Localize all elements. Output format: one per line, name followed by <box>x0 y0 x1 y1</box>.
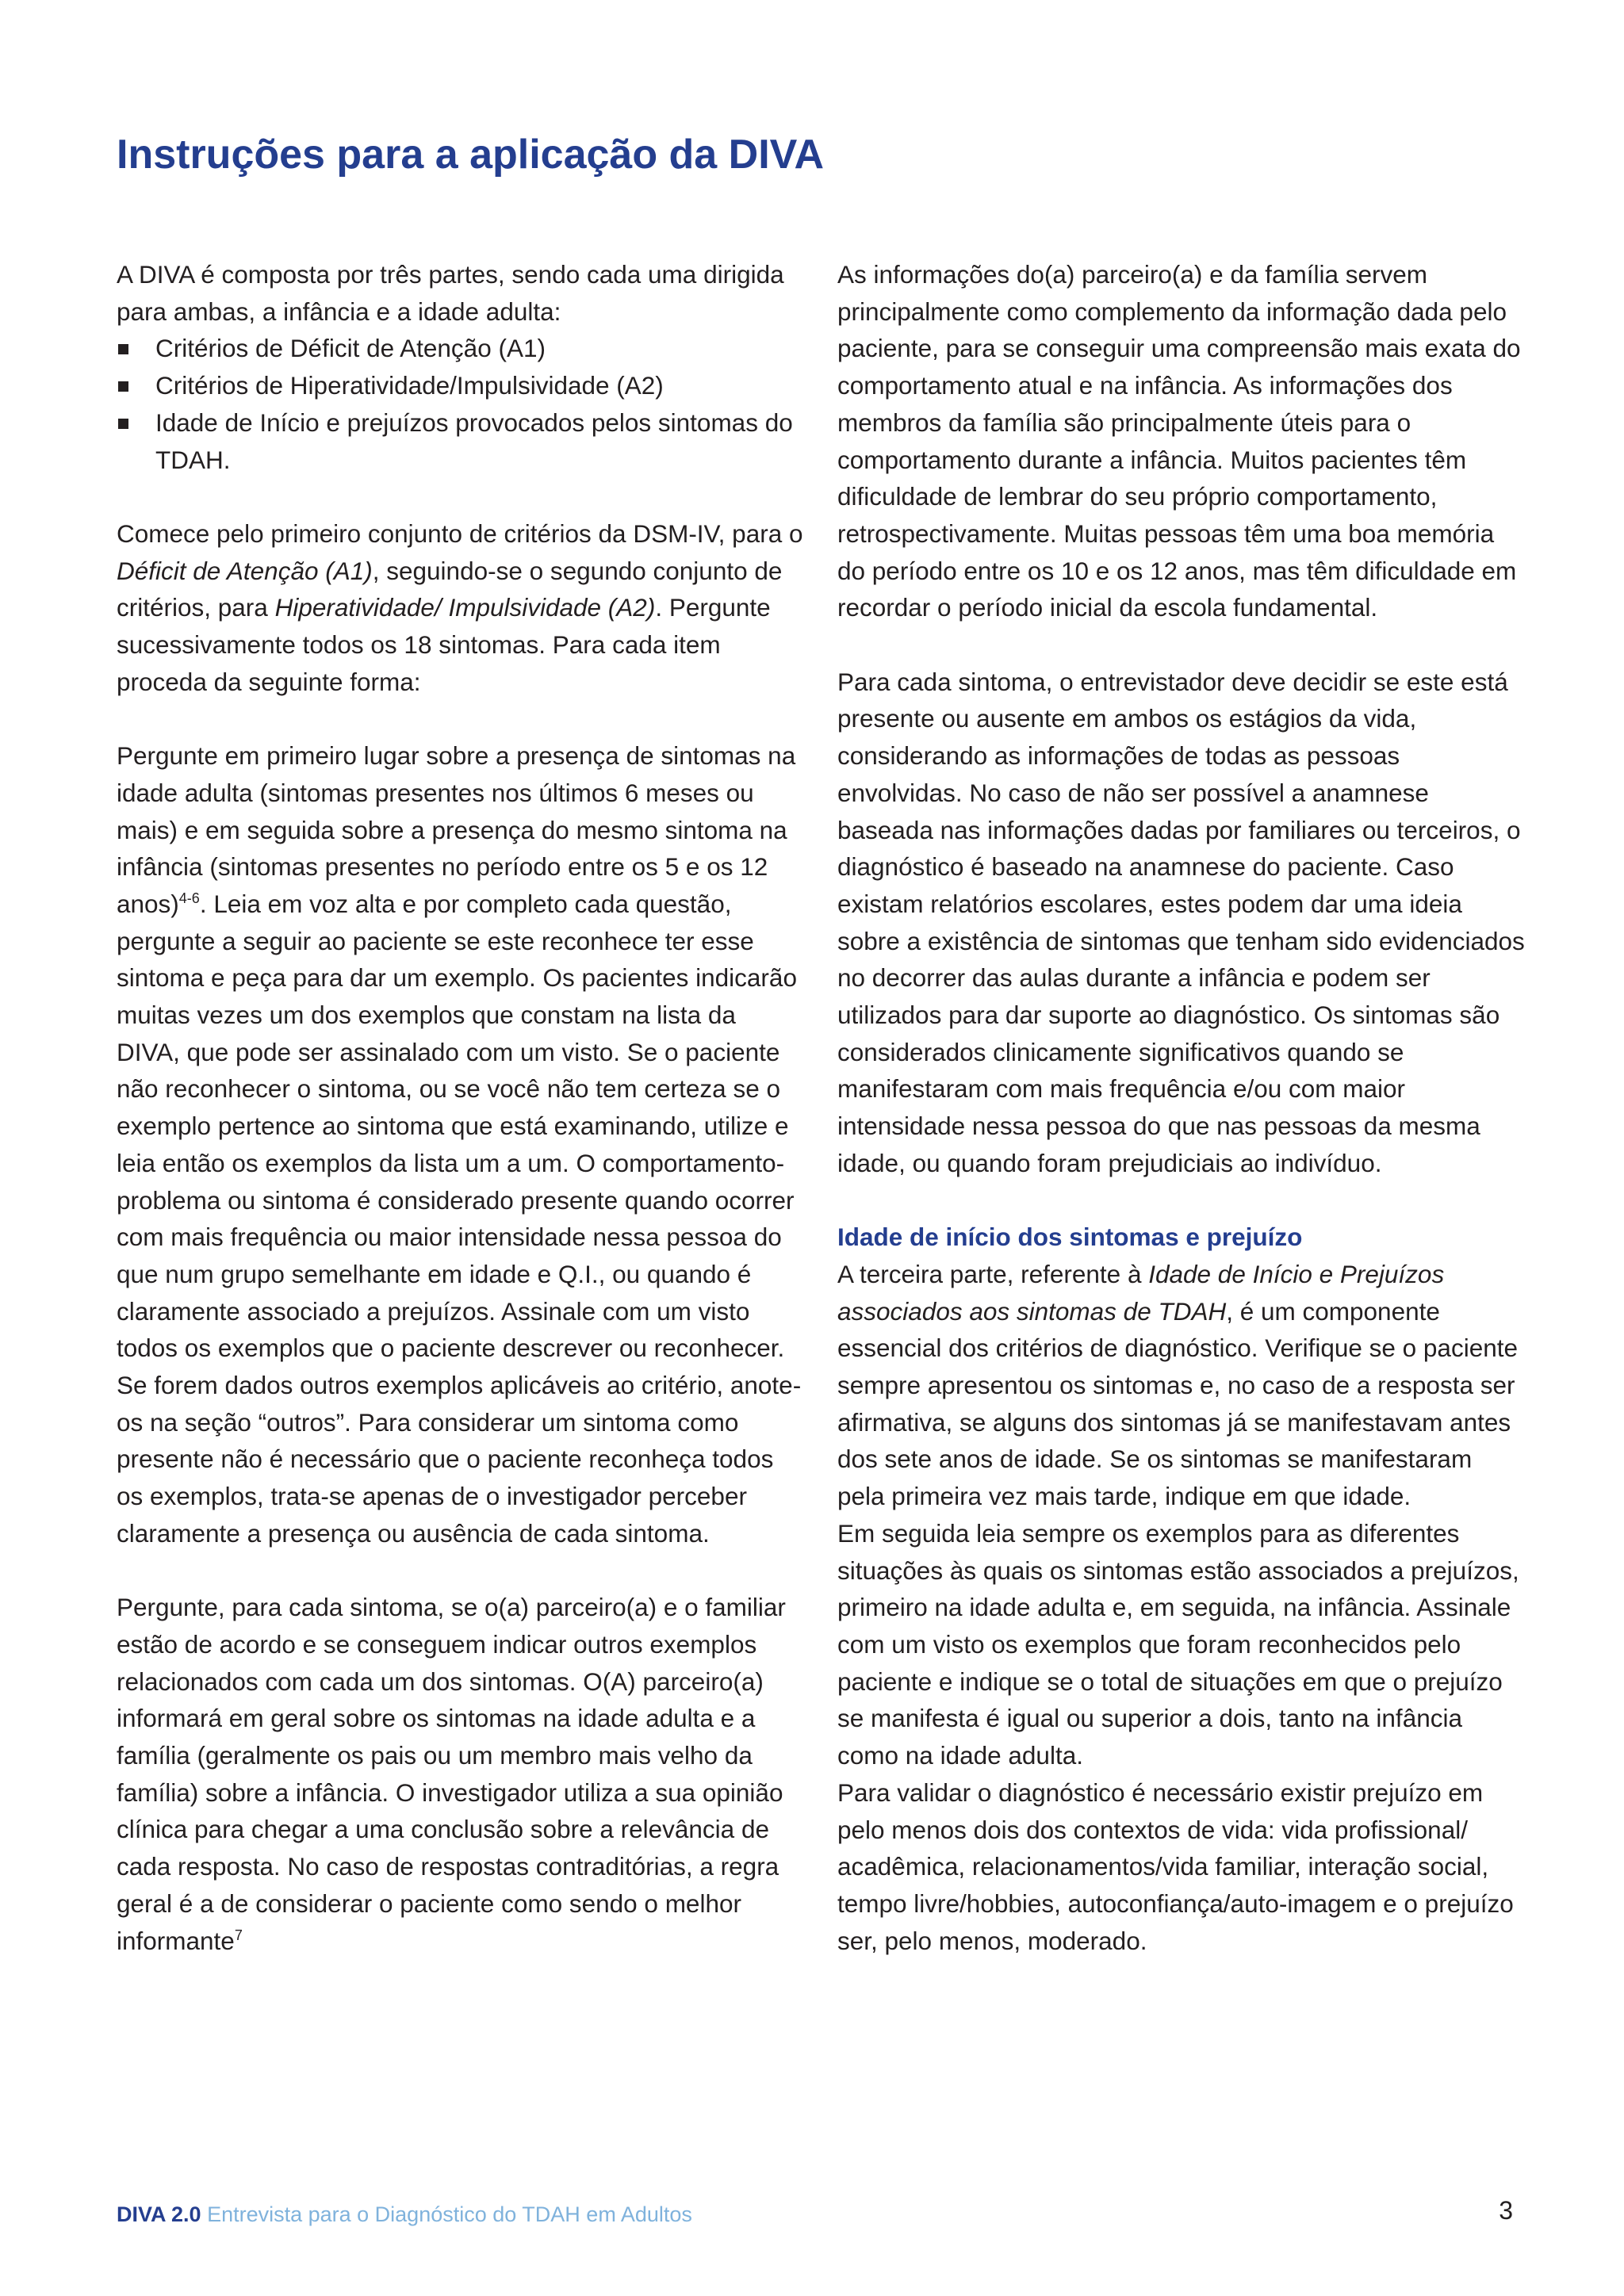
paragraph-partner-family <box>117 1589 805 1959</box>
paragraph-informants: As informações do(a) parceiro(a) e da família servem principalmente como complemento da informação dada pelo paciente, para se conseguir uma compreensão mais exata do comportamento atual e na infância. As informações dos membros da família são principalmente úteis para o comportamento durante a infância. Muitos pacientes têm dificuldade de lembrar do seu próprio comportamento, retrospectivamente. Muitas pessoas têm uma boa memória do período entre os 10 e os 12 anos, mas têm dificuldade em recordar o período inicial da escola fundamental. <box>837 260 1521 622</box>
footer <box>117 2202 692 2227</box>
right-column <box>837 256 1526 1959</box>
paragraph-onset <box>837 1256 1526 1515</box>
text-run: . Leia em voz alta e por completo cada questão, pergunte a seguir ao paciente se este reconhece ter esse sintoma e peça para dar um exemplo. Os pacientes indicarão muitas vezes um dos exemplos que constam na lista da DIVA, que pode ser assinalado com um visto. Se o paciente não reconhecer o sintoma, ou se você não tem certeza se o exemplo pertence ao sintoma que está examinando, utilize e leia então os exemplos da lista um a um. O comportamento-problema ou sintoma é considerado presente quando ocorrer com mais frequência ou maior intensidade nessa pessoa do que num grupo semelhante em idade e Q.I., ou quando é claramente associado a prejuízos. Assinale com um visto todos os exemplos que o paciente descrever ou reconhecer. Se forem dados outros exemplos aplicáveis ao critério, anote-os na seção “outros”. Para considerar um sintoma como presente não é necessário que o paciente reconheça todos os exemplos, trata-se apenas de o investigador perceber claramente a presença ou ausência de cada sintoma. <box>117 889 802 1548</box>
paragraph-symptom-questions <box>117 737 805 1552</box>
italic-term: Hiperatividade/ Impulsividade (A2) <box>274 593 656 622</box>
list-item: Critérios de Hiperatividade/Impulsividade (A2) <box>117 367 805 404</box>
page-title: Instruções para a aplicação da DIVA <box>117 132 825 178</box>
paragraph-decision: Para cada sintoma, o entrevistador deve decidir se este está presente ou ausente em ambos os estágios da vida, considerando as informações de todas as pessoas envolvidas. No caso de não ser possível a anamnese baseada nas informações dadas por familiares ou terceiros, o diagnóstico é baseado na anamnese do paciente. Caso existam relatórios escolares, estes podem dar uma ideia sobre a existência de sintomas que tenham sido evidenciados no decorrer das aulas durante a infância e podem ser utilizados para dar suporte ao diagnóstico. Os sintomas são considerados clinicamente significativos quando se manifestaram com mais frequência e/ou com maior intensidade nessa pessoa do que nas pessoas da mesma idade, ou quando foram prejudiciais ao indivíduo. <box>837 667 1525 1177</box>
footer-brand: DIVA 2.0 <box>117 2202 201 2226</box>
footnote-ref: 7 <box>234 1927 243 1943</box>
footer-subtitle: Entrevista para o Diagnóstico do TDAH em Adultos <box>207 2202 692 2226</box>
page-number: 3 <box>1499 2196 1513 2225</box>
text-run: . Pergunte sucessivamente todos os 18 sintomas. Para cada item proceda da seguinte forma: <box>117 593 771 696</box>
paragraph-validation: Para validar o diagnóstico é necessário existir prejuízo em pelo menos dois dos contextos de vida: vida profissional/ acadêmica, relacionamentos/vida familiar, interação social, tempo livre/hobbies, autoconfiança/auto-imagem e o prejuízo ser, pelo menos, moderado. <box>837 1777 1514 1955</box>
parts-list <box>117 330 805 478</box>
footnote-ref: 4-6 <box>178 890 200 906</box>
intro-paragraph: A DIVA é composta por três partes, sendo cada uma dirigida para ambas, a infância e a idade adulta: <box>117 260 784 326</box>
text-run: A terceira parte, referente à <box>837 1259 1149 1288</box>
text-run: , é um componente essencial dos critérios de diagnóstico. Verifique se o paciente sempre apresentou os sintomas e, no caso de a resposta ser afirmativa, se alguns dos sintomas já se manifestavam antes dos sete anos de idade. Se os sintomas se manifestaram pela primeira vez mais tarde, indique em que idade. <box>837 1296 1519 1511</box>
list-item: Idade de Início e prejuízos provocados pelos sintomas do TDAH. <box>117 404 805 478</box>
section-subheading: Idade de início dos sintomas e prejuízo <box>837 1223 1303 1252</box>
text-run: Pergunte, para cada sintoma, se o(a) parceiro(a) e o familiar estão de acordo e se conseguem indicar outros exemplos relacionados com cada um dos sintomas. O(A) parceiro(a) informará em geral sobre os sintomas na idade adulta e a família (geralmente os pais ou um membro mais velho da família) sobre a infância. O investigador utiliza a sua opinião clínica para chegar a uma conclusão sobre a relevância de cada resposta. No caso de respostas contraditórias, a regra geral é a de considerar o paciente como sendo o melhor informante <box>117 1593 786 1955</box>
text-run: , seguindo-se o segundo conjunto de critérios, para <box>117 556 783 622</box>
list-item: Critérios de Déficit de Atenção (A1) <box>117 330 805 367</box>
paragraph-instructions-start <box>117 515 805 701</box>
text-run: Pergunte em primeiro lugar sobre a presença de sintomas na idade adulta (sintomas presentes nos últimos 6 meses ou mais) e em seguida sobre a presença do mesmo sintoma na infância (sintomas presentes no período entre os 5 e os 12 anos) <box>117 741 796 918</box>
left-column <box>117 256 805 1959</box>
italic-term: Déficit de Atenção (A1) <box>117 556 373 585</box>
italic-term: Idade de Início e Prejuízos associados aos sintomas de TDAH <box>837 1259 1445 1326</box>
text-run: Comece pelo primeiro conjunto de critérios da DSM-IV, para o <box>117 519 803 548</box>
paragraph-impairment-examples: Em seguida leia sempre os exemplos para as diferentes situações às quais os sintomas estão associados a prejuízos, primeiro na idade adulta e, em seguida, na infância. Assinale com um visto os exemplos que foram reconhecidos pelo paciente e indique se o total de situações em que o prejuízo se manifesta é igual ou superior a dois, tanto na infância como na idade adulta. <box>837 1518 1519 1770</box>
